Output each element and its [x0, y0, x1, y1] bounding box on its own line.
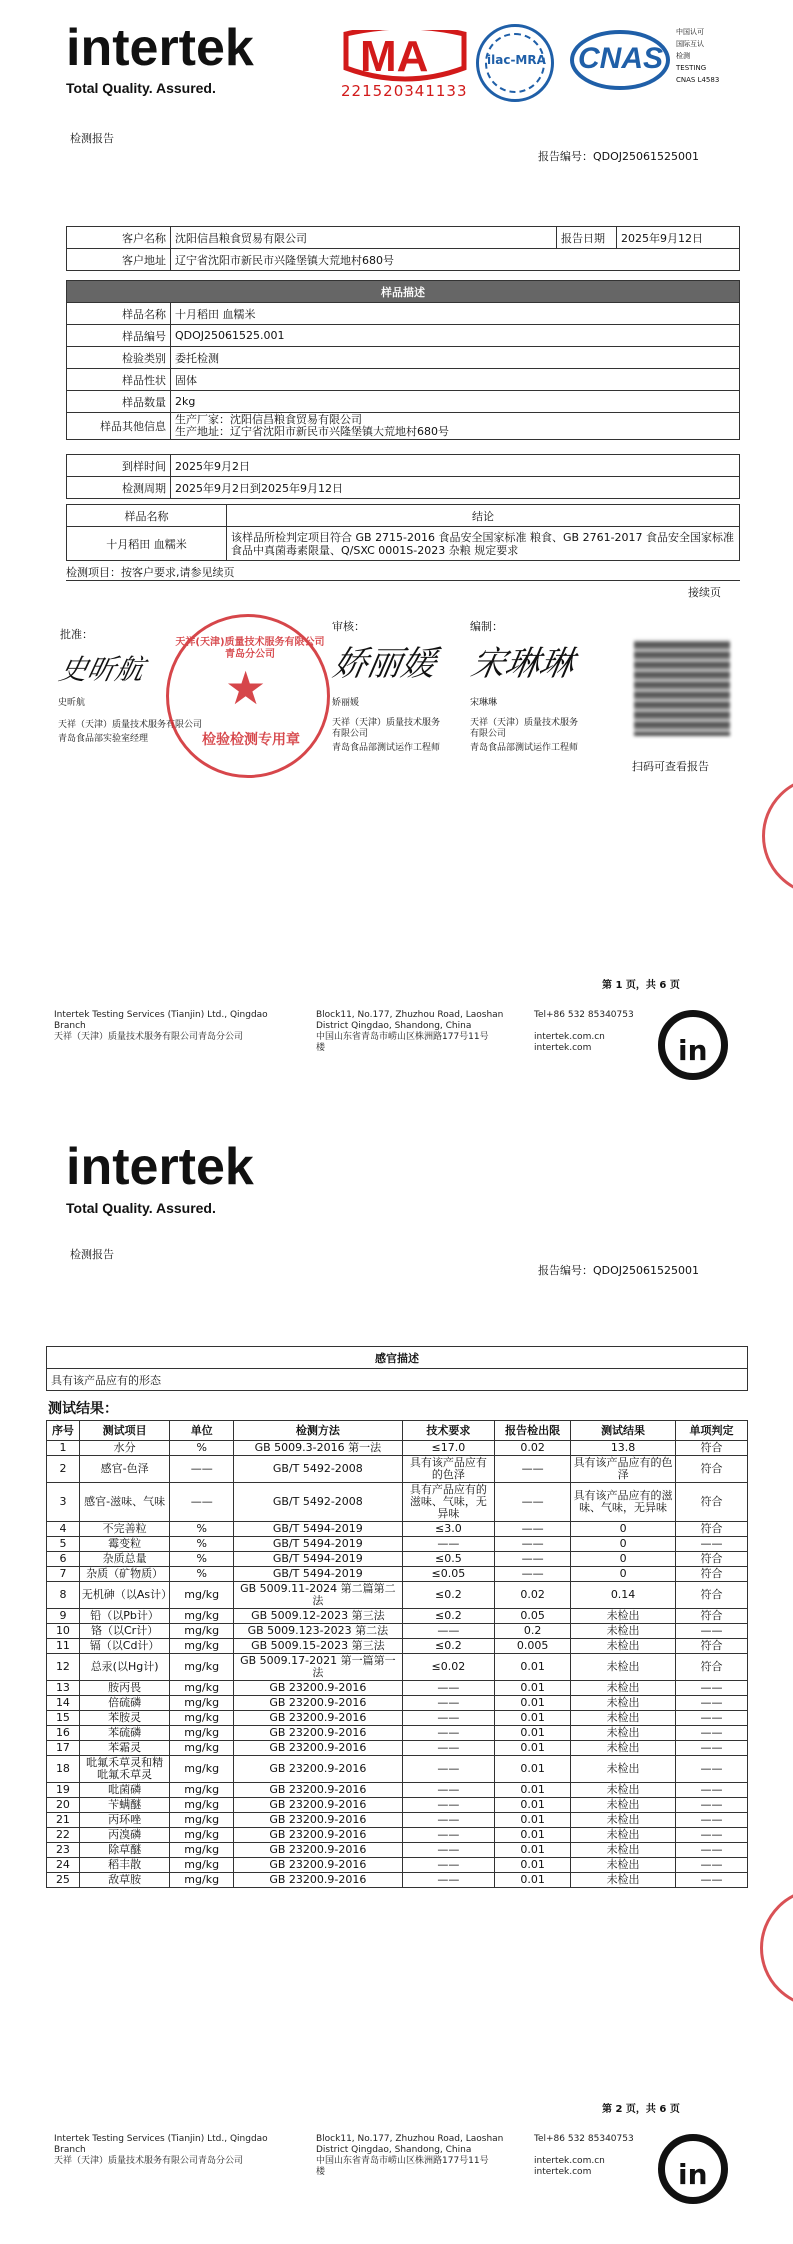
table-cell: GB 23200.9-2016 — [234, 1828, 403, 1843]
table-cell: 未检出 — [571, 1783, 676, 1798]
table-row — [47, 1483, 748, 1522]
table-cell: —— — [402, 1696, 495, 1711]
ma-text: MA — [360, 32, 429, 81]
sensory-header: 感官描述 — [47, 1347, 748, 1369]
table-cell: —— — [495, 1567, 571, 1582]
table-cell: —— — [170, 1483, 234, 1522]
report-page-2 — [0, 1122, 793, 2244]
table-cell: 24 — [47, 1858, 80, 1873]
table-cell: GB 5009.123-2023 第二法 — [234, 1624, 403, 1639]
footer-address: Block11, No.177, Zhuzhou Road, Laoshan District Qingdao, Shandong, China 中国山东省青岛市崂山区株洲路177号11号 楼 — [316, 2134, 504, 2177]
table-cell: 22 — [47, 1828, 80, 1843]
table-cell: —— — [675, 1858, 747, 1873]
table-cell: 未检出 — [571, 1843, 676, 1858]
table-cell: GB 23200.9-2016 — [234, 1783, 403, 1798]
table-row — [47, 1756, 748, 1783]
table-cell: mg/kg — [170, 1654, 234, 1681]
table-cell: 具有该产品应有的滋味、气味，无异味 — [571, 1483, 676, 1522]
table-cell: 0 — [571, 1567, 676, 1582]
table-cell: 具有该产品应有的色泽 — [571, 1456, 676, 1483]
table-cell: 稻丰散 — [79, 1858, 169, 1873]
table-cell: GB 23200.9-2016 — [234, 1711, 403, 1726]
table-row — [47, 1711, 748, 1726]
table-cell: 符合 — [675, 1552, 747, 1567]
cnas-logo — [570, 28, 670, 92]
page-number: 第 1 页，共 6 页 — [602, 980, 680, 991]
compiler-signature: 宋琳琳 — [467, 644, 577, 684]
table-cell: mg/kg — [170, 1828, 234, 1843]
table-cell: mg/kg — [170, 1711, 234, 1726]
table-cell: GB 23200.9-2016 — [234, 1696, 403, 1711]
table-row — [47, 1582, 748, 1609]
edge-seal — [762, 776, 793, 896]
table-cell: mg/kg — [170, 1843, 234, 1858]
conclusion-table: 样品名称 结论 十月稻田 血糯米 该样品所检判定项目符合 GB 2715-2016 食品安全国家标准 粮食、GB 2761-2017 食品安全国家标准 食品中真菌毒素限量、Q/SXC 0001S-2023 杂粮 规定要求 — [66, 504, 740, 561]
table-cell: —— — [170, 1456, 234, 1483]
table-cell: GB 5009.3-2016 第一法 — [234, 1441, 403, 1456]
table-cell: mg/kg — [170, 1624, 234, 1639]
sample-table: 样品描述 样品名称 十月稻田 血糯米 样品编号 QDOJ25061525.001 检验类别 委托检测 样品性状 固体 样品数量 2kg 样品其他信息 生产厂家：沈阳信昌粮食贸易有限公司 生产地址：辽宁省沈阳市新民市兴隆堡镇大荒地村680号 — [66, 280, 740, 440]
compile-label: 编制： — [470, 620, 503, 633]
table-cell: 0.01 — [495, 1873, 571, 1888]
table-cell: —— — [675, 1798, 747, 1813]
table-cell: 未检出 — [571, 1624, 676, 1639]
table-cell: 21 — [47, 1813, 80, 1828]
table-cell: GB/T 5494-2019 — [234, 1567, 403, 1582]
table-cell: 符合 — [675, 1567, 747, 1582]
table-cell: 0.01 — [495, 1858, 571, 1873]
table-row — [47, 1639, 748, 1654]
table-cell: mg/kg — [170, 1696, 234, 1711]
footer-company: Intertek Testing Services (Tianjin) Ltd., Qingdao Branch 天祥（天津）质量技术服务有限公司青岛分公司 — [54, 1010, 268, 1042]
table-cell: ≤0.05 — [402, 1567, 495, 1582]
table-cell: % — [170, 1441, 234, 1456]
table-cell: ≤17.0 — [402, 1441, 495, 1456]
table-cell: —— — [675, 1624, 747, 1639]
footer-contact: Tel+86 532 85340753 intertek.com.cn intertek.com — [534, 2134, 634, 2177]
table-cell: 0 — [571, 1537, 676, 1552]
table-cell: ≤3.0 — [402, 1522, 495, 1537]
table-cell: GB 23200.9-2016 — [234, 1798, 403, 1813]
ma-number: 221520341133 — [341, 82, 468, 100]
table-cell: 未检出 — [571, 1654, 676, 1681]
table-row — [47, 1567, 748, 1582]
table-cell: 0.01 — [495, 1828, 571, 1843]
table-cell: 未检出 — [571, 1813, 676, 1828]
page-number: 第 2 页，共 6 页 — [602, 2104, 680, 2115]
brand-tagline: Total Quality. Assured. — [66, 80, 216, 96]
table-cell: 0.01 — [495, 1843, 571, 1858]
table-row — [47, 1552, 748, 1567]
table-cell: 不完善粒 — [79, 1522, 169, 1537]
intertek-in-icon: in — [658, 1010, 728, 1080]
table-cell: 吡氟禾草灵和精吡氟禾草灵 — [79, 1756, 169, 1783]
table-cell: 未检出 — [571, 1756, 676, 1783]
table-cell: 0.14 — [571, 1582, 676, 1609]
table-cell: 8 — [47, 1582, 80, 1609]
inspection-seal: ★ 天祥(天津)质量技术服务有限公司青岛分公司 检验检测专用章 — [166, 614, 330, 778]
table-cell: —— — [495, 1537, 571, 1552]
table-cell: 符合 — [675, 1582, 747, 1609]
table-cell: —— — [402, 1537, 495, 1552]
table-cell: GB 23200.9-2016 — [234, 1858, 403, 1873]
table-cell: mg/kg — [170, 1582, 234, 1609]
table-cell: 25 — [47, 1873, 80, 1888]
table-row — [47, 1681, 748, 1696]
table-cell: 0.02 — [495, 1582, 571, 1609]
reviewer-org: 天祥（天津）质量技术服务 有限公司 青岛食品部测试运作工程师 — [332, 718, 441, 753]
table-row — [47, 1783, 748, 1798]
table-cell: GB 23200.9-2016 — [234, 1813, 403, 1828]
table-cell: GB 5009.12-2023 第三法 — [234, 1609, 403, 1624]
table-cell: 11 — [47, 1639, 80, 1654]
table-cell: GB/T 5492-2008 — [234, 1456, 403, 1483]
table-cell: GB/T 5492-2008 — [234, 1483, 403, 1522]
table-cell: 0.02 — [495, 1441, 571, 1456]
table-cell: 0.01 — [495, 1681, 571, 1696]
approver-org: 天祥（天津）质量技术服务有限公司 青岛食品部实验室经理 — [58, 720, 203, 744]
table-cell: 具有该产品应有的色泽 — [402, 1456, 495, 1483]
table-row — [47, 1873, 748, 1888]
table-cell: —— — [675, 1813, 747, 1828]
table-cell: —— — [402, 1828, 495, 1843]
table-row — [47, 1537, 748, 1552]
table-cell: 苯硫磷 — [79, 1726, 169, 1741]
report-number: 报告编号：QDOJ25061525001 — [538, 1264, 700, 1277]
table-cell: 17 — [47, 1741, 80, 1756]
approver-name: 史昕航 — [58, 698, 86, 708]
table-cell: 符合 — [675, 1483, 747, 1522]
table-cell: % — [170, 1552, 234, 1567]
table-cell: 13.8 — [571, 1441, 676, 1456]
table-cell: ≤0.2 — [402, 1582, 495, 1609]
review-label: 审核： — [332, 620, 365, 633]
table-row — [47, 1456, 748, 1483]
compiler-org: 天祥（天津）质量技术服务 有限公司 青岛食品部测试运作工程师 — [470, 718, 579, 753]
sensory-value: 具有该产品应有的形态 — [47, 1369, 748, 1391]
table-cell: 符合 — [675, 1639, 747, 1654]
table-cell: 铅（以Pb计） — [79, 1609, 169, 1624]
table-cell: —— — [402, 1681, 495, 1696]
table-cell: 0.01 — [495, 1696, 571, 1711]
table-row — [47, 1522, 748, 1537]
table-cell: GB/T 5494-2019 — [234, 1552, 403, 1567]
table-cell: GB 23200.9-2016 — [234, 1681, 403, 1696]
reviewer-name: 娇丽媛 — [332, 698, 360, 708]
table-cell: 未检出 — [571, 1798, 676, 1813]
table-cell: 0.01 — [495, 1711, 571, 1726]
table-cell: GB/T 5494-2019 — [234, 1522, 403, 1537]
table-cell: —— — [675, 1726, 747, 1741]
edge-seal — [760, 1888, 793, 2008]
table-cell: % — [170, 1537, 234, 1552]
table-row — [47, 1813, 748, 1828]
table-cell: 15 — [47, 1711, 80, 1726]
table-cell: 0.005 — [495, 1639, 571, 1654]
test-items-line: 检测项目：按客户要求,请参见续页 — [66, 564, 740, 581]
results-title: 测试结果： — [48, 1401, 118, 1417]
qr-caption: 扫码可查看报告 — [632, 760, 709, 773]
brand-tagline: Total Quality. Assured. — [66, 1200, 216, 1216]
table-cell: ≤0.02 — [402, 1654, 495, 1681]
table-cell: mg/kg — [170, 1726, 234, 1741]
table-cell: 未检出 — [571, 1639, 676, 1654]
table-row — [47, 1741, 748, 1756]
table-cell: ≤0.2 — [402, 1639, 495, 1654]
table-row — [47, 1441, 748, 1456]
table-cell: 0 — [571, 1552, 676, 1567]
table-cell: 杂质（矿物质） — [79, 1567, 169, 1582]
table-cell: 具有产品应有的滋味、气味，无异味 — [402, 1483, 495, 1522]
table-cell: —— — [675, 1537, 747, 1552]
table-cell: —— — [402, 1624, 495, 1639]
table-cell: 0.01 — [495, 1783, 571, 1798]
table-cell: 19 — [47, 1783, 80, 1798]
table-cell: 0.01 — [495, 1726, 571, 1741]
date-table: 到样时间 2025年9月2日 检测周期 2025年9月2日到2025年9月12日 — [66, 454, 740, 499]
table-cell: mg/kg — [170, 1639, 234, 1654]
table-cell: 霉变粒 — [79, 1537, 169, 1552]
table-cell: 符合 — [675, 1456, 747, 1483]
seal-center-text: 检验检测专用章 — [202, 732, 300, 748]
table-cell: 倍硫磷 — [79, 1696, 169, 1711]
table-cell: 未检出 — [571, 1726, 676, 1741]
table-cell: 7 — [47, 1567, 80, 1582]
table-cell: —— — [675, 1681, 747, 1696]
table-cell: —— — [402, 1741, 495, 1756]
table-cell: 6 — [47, 1552, 80, 1567]
table-cell: % — [170, 1567, 234, 1582]
table-cell: —— — [675, 1756, 747, 1783]
table-cell: 符合 — [675, 1522, 747, 1537]
table-cell: 0.2 — [495, 1624, 571, 1639]
table-cell: 0.01 — [495, 1654, 571, 1681]
table-cell: 铬（以Cr计） — [79, 1624, 169, 1639]
table-cell: 未检出 — [571, 1609, 676, 1624]
table-cell: 20 — [47, 1798, 80, 1813]
footer-contact: Tel+86 532 85340753 intertek.com.cn intertek.com — [534, 1010, 634, 1053]
results-header-row: 序号 测试项目 单位 检测方法 技术要求 报告检出限 测试结果 单项判定 — [47, 1421, 748, 1441]
table-cell: 丙环唑 — [79, 1813, 169, 1828]
ma-cert-logo — [338, 30, 472, 98]
table-cell: 除草醚 — [79, 1843, 169, 1858]
table-cell: GB 23200.9-2016 — [234, 1741, 403, 1756]
table-cell: 总汞(以Hg计) — [79, 1654, 169, 1681]
table-cell: —— — [495, 1483, 571, 1522]
footer-company: Intertek Testing Services (Tianjin) Ltd., Qingdao Branch 天祥（天津）质量技术服务有限公司青岛分公司 — [54, 2134, 268, 2166]
table-cell: —— — [402, 1843, 495, 1858]
table-cell: 丙溴磷 — [79, 1828, 169, 1843]
table-cell: 苯胺灵 — [79, 1711, 169, 1726]
table-cell: % — [170, 1522, 234, 1537]
table-cell: —— — [402, 1783, 495, 1798]
table-cell: 苄螨醚 — [79, 1798, 169, 1813]
table-cell: GB 5009.15-2023 第三法 — [234, 1639, 403, 1654]
table-cell: 无机砷（以As计） — [79, 1582, 169, 1609]
table-cell: 5 — [47, 1537, 80, 1552]
table-row — [47, 1609, 748, 1624]
table-cell: 水分 — [79, 1441, 169, 1456]
table-cell: mg/kg — [170, 1798, 234, 1813]
table-cell: 符合 — [675, 1654, 747, 1681]
table-cell: mg/kg — [170, 1813, 234, 1828]
approve-label: 批准： — [60, 628, 93, 641]
report-number: 报告编号：QDOJ25061525001 — [538, 150, 700, 163]
table-cell: 14 — [47, 1696, 80, 1711]
table-row — [47, 1798, 748, 1813]
sample-section-header: 样品描述 — [67, 281, 740, 303]
ilac-mra-logo — [476, 24, 554, 102]
cnas-text: CNAS — [578, 42, 664, 75]
table-row — [47, 1624, 748, 1639]
table-cell: —— — [675, 1711, 747, 1726]
table-cell: 吡菌磷 — [79, 1783, 169, 1798]
table-cell: 3 — [47, 1483, 80, 1522]
table-cell: mg/kg — [170, 1858, 234, 1873]
table-cell: 未检出 — [571, 1828, 676, 1843]
table-cell: 18 — [47, 1756, 80, 1783]
table-cell: —— — [675, 1843, 747, 1858]
table-cell: mg/kg — [170, 1741, 234, 1756]
table-cell: —— — [402, 1798, 495, 1813]
table-cell: 16 — [47, 1726, 80, 1741]
table-cell: 0.01 — [495, 1741, 571, 1756]
table-cell: —— — [495, 1522, 571, 1537]
table-cell: 0.01 — [495, 1813, 571, 1828]
reviewer-signature: 娇丽媛 — [329, 644, 439, 684]
table-cell: 未检出 — [571, 1741, 676, 1756]
continued-label: 接续页 — [688, 586, 721, 599]
table-cell: 苯霜灵 — [79, 1741, 169, 1756]
sensory-table — [46, 1346, 748, 1391]
table-row — [47, 1858, 748, 1873]
table-cell: 12 — [47, 1654, 80, 1681]
table-cell: 镉（以Cd计） — [79, 1639, 169, 1654]
table-cell: 0.05 — [495, 1609, 571, 1624]
table-cell: —— — [675, 1741, 747, 1756]
table-row — [47, 1843, 748, 1858]
table-cell: 4 — [47, 1522, 80, 1537]
table-cell: mg/kg — [170, 1681, 234, 1696]
table-row — [47, 1726, 748, 1741]
table-cell: 杂质总量 — [79, 1552, 169, 1567]
cnas-caption: 中国认可 国际互认 检测 TESTING CNAS L4583 — [676, 28, 720, 84]
footer-address: Block11, No.177, Zhuzhou Road, Laoshan District Qingdao, Shandong, China 中国山东省青岛市崂山区株洲路177号11号 楼 — [316, 1010, 504, 1053]
table-cell: —— — [402, 1858, 495, 1873]
table-cell: 未检出 — [571, 1858, 676, 1873]
table-cell: mg/kg — [170, 1873, 234, 1888]
table-row — [47, 1654, 748, 1681]
doc-type: 检测报告 — [70, 1248, 114, 1261]
table-cell: mg/kg — [170, 1609, 234, 1624]
table-cell: GB 23200.9-2016 — [234, 1843, 403, 1858]
table-cell: 0.01 — [495, 1756, 571, 1783]
table-cell: 23 — [47, 1843, 80, 1858]
table-cell: GB 5009.17-2021 第一篇第一法 — [234, 1654, 403, 1681]
table-cell: GB 23200.9-2016 — [234, 1873, 403, 1888]
table-cell: GB 23200.9-2016 — [234, 1756, 403, 1783]
table-cell: —— — [675, 1783, 747, 1798]
intertek-logo: intertek — [66, 1138, 254, 1196]
table-cell: 13 — [47, 1681, 80, 1696]
table-cell: 感官-滋味、气味 — [79, 1483, 169, 1522]
table-cell: 2 — [47, 1456, 80, 1483]
table-cell: 未检出 — [571, 1681, 676, 1696]
table-cell: 0 — [571, 1522, 676, 1537]
table-cell: GB 5009.11-2024 第二篇第二法 — [234, 1582, 403, 1609]
table-cell: —— — [675, 1696, 747, 1711]
intertek-logo: intertek — [66, 19, 254, 77]
table-row — [47, 1696, 748, 1711]
table-cell: 0.01 — [495, 1798, 571, 1813]
table-cell: 符合 — [675, 1609, 747, 1624]
table-cell: —— — [402, 1873, 495, 1888]
table-cell: —— — [495, 1456, 571, 1483]
table-cell: GB/T 5494-2019 — [234, 1537, 403, 1552]
table-cell: —— — [402, 1711, 495, 1726]
table-cell: mg/kg — [170, 1783, 234, 1798]
table-cell: ≤0.5 — [402, 1552, 495, 1567]
table-cell: 未检出 — [571, 1696, 676, 1711]
table-cell: 未检出 — [571, 1711, 676, 1726]
seal-ring-text: 天祥(天津)质量技术服务有限公司青岛分公司 — [175, 637, 325, 660]
table-cell: 9 — [47, 1609, 80, 1624]
table-row — [47, 1828, 748, 1843]
table-cell: 10 — [47, 1624, 80, 1639]
table-cell: —— — [402, 1756, 495, 1783]
table-cell: —— — [402, 1726, 495, 1741]
client-info-table: 客户名称 沈阳信昌粮食贸易有限公司 报告日期 2025年9月12日 客户地址 辽宁省沈阳市新民市兴隆堡镇大荒地村680号 — [66, 226, 740, 271]
table-cell: —— — [675, 1828, 747, 1843]
table-cell: —— — [402, 1813, 495, 1828]
doc-type: 检测报告 — [70, 132, 114, 145]
intertek-in-icon: in — [658, 2134, 728, 2204]
table-cell: 符合 — [675, 1441, 747, 1456]
approver-signature: 史昕航 — [56, 653, 148, 686]
table-cell: 1 — [47, 1441, 80, 1456]
table-cell: mg/kg — [170, 1756, 234, 1783]
ilac-text: ilac-MRA — [487, 53, 546, 67]
table-cell: 未检出 — [571, 1873, 676, 1888]
report-qr-code[interactable] — [634, 640, 730, 736]
table-cell: 胺丙畏 — [79, 1681, 169, 1696]
table-cell: —— — [495, 1552, 571, 1567]
table-cell: 敌草胺 — [79, 1873, 169, 1888]
table-cell: GB 23200.9-2016 — [234, 1726, 403, 1741]
table-cell: 感官-色泽 — [79, 1456, 169, 1483]
table-cell: —— — [675, 1873, 747, 1888]
compiler-name: 宋琳琳 — [470, 698, 498, 708]
results-table — [46, 1420, 748, 1888]
table-cell: ≤0.2 — [402, 1609, 495, 1624]
